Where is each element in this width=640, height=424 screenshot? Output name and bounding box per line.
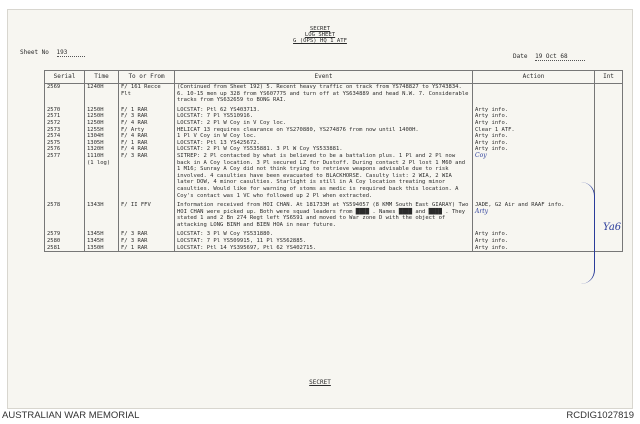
log-sheet: [8, 10, 632, 408]
serial-cell: [45, 245, 85, 252]
serial-cell: [45, 140, 85, 147]
table-row: [45, 84, 623, 104]
event-cell: [175, 153, 473, 199]
table-row: [45, 133, 623, 140]
int-cell: [595, 140, 623, 147]
action-cell: [473, 199, 595, 228]
to-from-cell-text: F/ Arty: [121, 126, 145, 133]
action-cell-text: Arty info.: [475, 231, 509, 238]
classification-top: SECRET: [309, 26, 331, 32]
handwritten-brace: [580, 182, 595, 284]
event-cell-text: LOCSTAT: Ptl 13 YS425672.: [177, 139, 260, 146]
table-row: [45, 238, 623, 245]
time-cell: [85, 127, 119, 134]
to-from-cell: [119, 153, 175, 199]
event-cell-text: LOCSTAT: 2 Pl W Coy YS535881. 3 Pl W Coy YS533881.: [177, 146, 343, 153]
action-cell: [473, 140, 595, 147]
to-from-cell-text: F/ 3 RAR: [121, 231, 148, 238]
event-cell-text: 1 Pl V Coy in W Coy loc.: [177, 133, 257, 140]
time-cell: [85, 245, 119, 252]
action-cell-text: Arty info.: [475, 133, 509, 140]
serial-cell: [45, 104, 85, 114]
action-cell-text: Arty info.: [475, 146, 509, 153]
time-cell: [85, 153, 119, 199]
time-cell-text: 1250H: [87, 113, 104, 120]
event-cell-text: LOCSTAT: Ptl 62 YS403713.: [177, 106, 260, 113]
table-row: [45, 113, 623, 120]
table-row: [45, 199, 623, 228]
action-cell: [473, 238, 595, 245]
to-from-cell-text: F/ II FFV: [121, 202, 151, 209]
to-from-cell: [119, 199, 175, 228]
date-value: 19 Oct 68: [535, 53, 585, 61]
int-cell: [595, 238, 623, 245]
action-cell: [473, 146, 595, 153]
time-cell: [85, 84, 119, 104]
action-cell-text: Clear 1 ATF.: [475, 126, 515, 133]
event-cell: [175, 238, 473, 245]
to-from-cell: [119, 140, 175, 147]
serial-cell: [45, 127, 85, 134]
event-cell-text: LOCSTAT: 7 Pl YS510916.: [177, 113, 254, 120]
event-cell: [175, 104, 473, 114]
caption-archive: AUSTRALIAN WAR MEMORIAL: [2, 410, 140, 421]
to-from-cell-text: F/ 4 RAR: [121, 146, 148, 153]
time-cell-text: 1345H: [87, 231, 104, 238]
action-cell-text: Arty info.: [475, 238, 509, 245]
time-cell-text: 1304H: [87, 133, 104, 140]
time-cell: [85, 120, 119, 127]
event-cell-text: (Continued from Sheet 192) 5. Recent heavy traffic on track from YS748827 to YS743834. 6. 10-15 men up 328 from YS607775 and turn off at YS634889 and head N.W. 7. Considerable tracks from YS632659 to BONG RAI.: [177, 84, 469, 104]
time-cell-text: 1250H: [87, 106, 104, 113]
serial-cell-text: 2579: [47, 231, 61, 238]
time-cell: [85, 146, 119, 153]
action-cell: [473, 245, 595, 252]
serial-cell: [45, 84, 85, 104]
action-cell-text: Arty info.: [475, 119, 509, 126]
to-from-cell: [119, 245, 175, 252]
to-from-cell-text: F/ 1 RAR: [121, 244, 148, 251]
serial-cell-text: 2576: [47, 146, 61, 153]
table-row: [45, 153, 623, 199]
time-cell-text: 1240H: [87, 84, 104, 90]
col-time: Time: [85, 71, 119, 84]
action-cell: [473, 133, 595, 140]
serial-cell-text: 2570: [47, 106, 61, 113]
to-from-cell-text: F/ 3 RAR: [121, 113, 148, 120]
time-cell-text: 1320H: [87, 146, 104, 153]
time-cell-text: 1345H: [87, 238, 104, 245]
serial-cell-text: 2572: [47, 119, 61, 126]
to-from-cell: [119, 133, 175, 140]
int-cell: [595, 120, 623, 127]
serial-cell-text: 2573: [47, 126, 61, 133]
serial-cell: [45, 146, 85, 153]
time-cell: [85, 104, 119, 114]
serial-cell-text: 2574: [47, 133, 61, 140]
col-to-from: To or From: [119, 71, 175, 84]
to-from-cell-text: F/ 3 RAR: [121, 152, 148, 159]
action-cell: [473, 153, 595, 199]
time-cell-text: 1305H: [87, 139, 104, 146]
time-cell: [85, 238, 119, 245]
sheet-header: [8, 26, 632, 44]
int-cell: [595, 113, 623, 120]
to-from-cell: [119, 104, 175, 114]
time-cell-text: 1350H: [87, 244, 104, 251]
event-cell: [175, 146, 473, 153]
action-cell-text: Arty info.: [475, 113, 509, 120]
serial-cell-text: 2581: [47, 244, 61, 251]
serial-cell: [45, 199, 85, 228]
time-cell-text: 1110H: [87, 152, 104, 159]
unit-heading: G (OPS) HQ 1 ATF: [293, 38, 347, 44]
event-cell-text: LOCSTAT: Ptl 14 YS395697, Ptl 62 YS402715.: [177, 244, 317, 251]
time-cell: [85, 113, 119, 120]
sheet-number-value: 193: [57, 49, 85, 57]
serial-cell-text: 2578: [47, 202, 61, 209]
action-cell: [473, 104, 595, 114]
time-cell-text: 1250H: [87, 119, 104, 126]
event-cell-text: Information received from HOI CHAN. At 181733H at YS594057 (8 KMM South East GIARAY) Two HOI CHAN were picked up. Both were squad leaders from ████ . Names ████ and ████ . They stated 1 and 2 Bn 274 Regt left YS6591 and moved to War zone D with the object of attacking LONG BINH and BIEN HOA in near future.: [177, 202, 469, 228]
serial-cell-text: 2577: [47, 152, 61, 159]
sheet-number: [20, 49, 85, 57]
handwritten-note: Arty: [475, 207, 489, 215]
serial-cell-text: 2571: [47, 113, 61, 120]
serial-cell: [45, 228, 85, 238]
serial-cell-text: 2569: [47, 84, 61, 90]
to-from-cell: [119, 127, 175, 134]
col-event: Event: [175, 71, 473, 84]
action-cell: [473, 120, 595, 127]
event-cell: [175, 228, 473, 238]
col-serial: Serial: [45, 71, 85, 84]
to-from-cell: [119, 146, 175, 153]
serial-cell: [45, 238, 85, 245]
table-row: [45, 120, 623, 127]
action-cell: [473, 127, 595, 134]
time-cell: [85, 228, 119, 238]
to-from-cell: [119, 84, 175, 104]
to-from-cell: [119, 113, 175, 120]
event-cell: [175, 140, 473, 147]
to-from-cell-text: F/ 1 RAR: [121, 139, 148, 146]
table-header-row: [45, 71, 623, 84]
log-table: [44, 70, 623, 252]
int-cell: [595, 84, 623, 104]
serial-cell-text: 2580: [47, 238, 61, 245]
int-cell: [595, 127, 623, 134]
time-note: (1 log): [87, 159, 111, 166]
action-cell: [473, 84, 595, 104]
sheet-date: [513, 53, 585, 61]
event-cell: [175, 127, 473, 134]
to-from-cell: [119, 238, 175, 245]
time-cell-text: 1255H: [87, 126, 104, 133]
classification-bottom: SECRET: [309, 379, 331, 386]
caption-record-id: RCDIG1027819: [566, 410, 634, 421]
table-row: [45, 245, 623, 252]
time-cell: [85, 133, 119, 140]
event-cell: [175, 245, 473, 252]
action-cell: [473, 113, 595, 120]
event-cell: [175, 84, 473, 104]
event-cell-text: LOCSTAT: 7 Pl YS509915, 11 Pl YS562885.: [177, 238, 307, 245]
to-from-cell-text: F/ 1 RAR: [121, 106, 148, 113]
table-row: [45, 140, 623, 147]
handwritten-initials: Ya6: [603, 222, 622, 233]
action-cell: [473, 228, 595, 238]
event-cell-text: LOCSTAT: 3 Pl W Coy YS531880.: [177, 231, 274, 238]
action-cell-text: Arty info.: [475, 139, 509, 146]
table-row: [45, 104, 623, 114]
to-from-cell-text: F/ 4 RAR: [121, 119, 148, 126]
to-from-cell-text: F/ 161 Recce Flt: [121, 84, 161, 97]
action-cell-text: Arty info.: [475, 244, 509, 251]
table-row: [45, 127, 623, 134]
int-cell: [595, 245, 623, 252]
event-cell: [175, 133, 473, 140]
sheet-type: LOG SHEET: [304, 32, 336, 38]
int-cell: [595, 133, 623, 140]
handwritten-note: Coy: [475, 151, 487, 159]
event-cell: [175, 113, 473, 120]
time-cell-text: 1343H: [87, 202, 104, 209]
serial-cell: [45, 133, 85, 140]
date-label: Date: [513, 53, 528, 60]
serial-cell: [45, 120, 85, 127]
to-from-cell: [119, 228, 175, 238]
event-cell: [175, 120, 473, 127]
table-row: [45, 146, 623, 153]
to-from-cell-text: F/ 3 RAR: [121, 238, 148, 245]
col-action: Action: [473, 71, 595, 84]
serial-cell: [45, 113, 85, 120]
int-cell: [595, 146, 623, 153]
table-row: [45, 228, 623, 238]
event-cell-text: SITREP: 2 Pl contacted by what is believed to be a battalion plus. 1 Pl and 2 Pl now back in A Coy location. 3 Pl secured LZ for Dustoff. During contact 2 Pl lost 1 M60 and 1 M16; Sunray A Coy did not think trying to retrieve weapons advisable due to risk involved. 4 casulties have been evacuated to BLACKHORSE. Casulty list: 2 WIA, 2 WIA later DOW, 4 minor casulties. Starlight is still in A Coy location treating minor casulties. Would like for warning of stoms as medic is required back this location. A Coy's contact was 1 VC who followed up 2 Pl when extracted.: [177, 152, 466, 199]
col-int: Int: [595, 71, 623, 84]
action-cell-text: Arty info.: [475, 106, 509, 113]
serial-cell-text: 2575: [47, 139, 61, 146]
to-from-cell-text: F/ 4 RAR: [121, 133, 148, 140]
int-cell: [595, 104, 623, 114]
time-cell: [85, 140, 119, 147]
event-cell-text: LOCSTAT: 2 Pl W Coy in V Coy loc.: [177, 119, 287, 126]
serial-cell: [45, 153, 85, 199]
int-cell: [595, 153, 623, 199]
sheet-number-label: Sheet No: [20, 49, 49, 56]
to-from-cell: [119, 120, 175, 127]
time-cell: [85, 199, 119, 228]
event-cell: [175, 199, 473, 228]
event-cell-text: HELICAT 13 requires clearance on YS270880, YS274876 from now until 1400H.: [177, 126, 419, 133]
action-cell-text: JADE, G2 Air and RAAF info.: [475, 202, 565, 209]
